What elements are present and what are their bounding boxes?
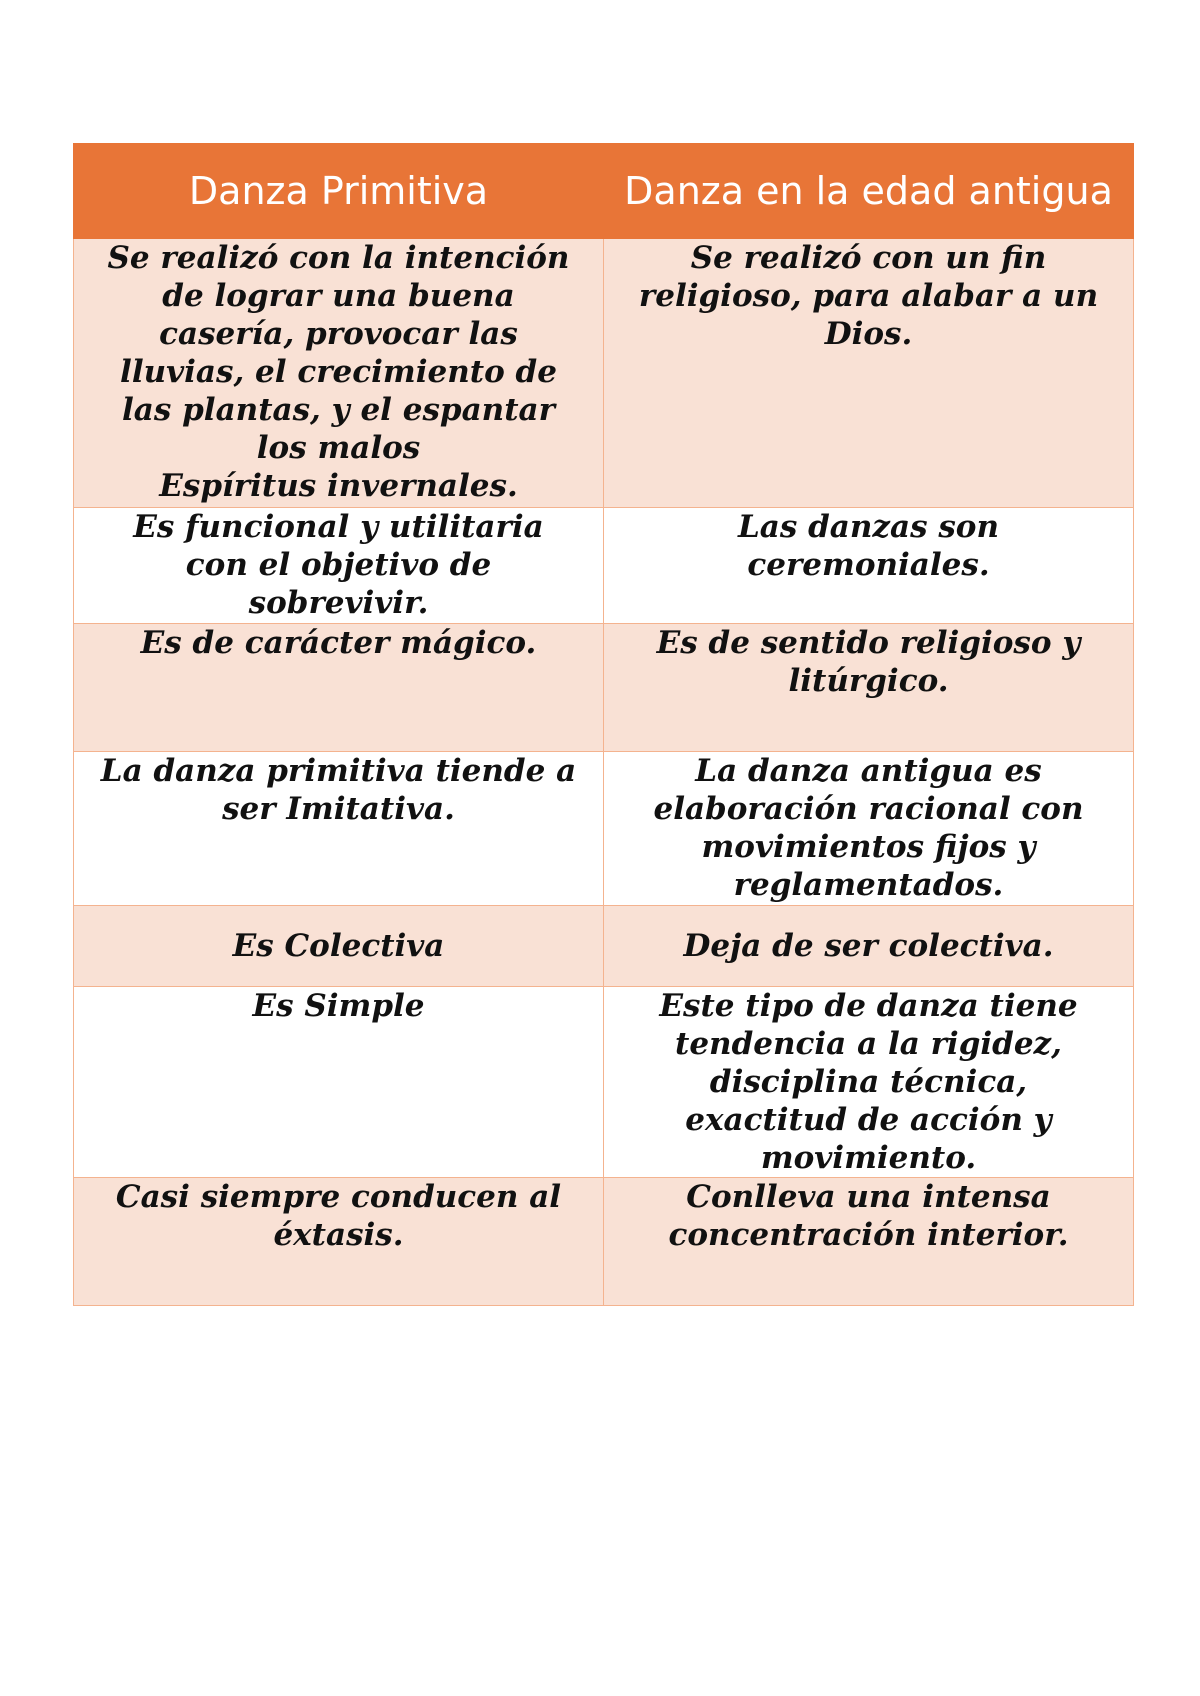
cell-text-line: elaboración racional con [653,791,1084,827]
cell-antigua [604,752,1134,906]
cell-text-line: La danza primitiva tiende a [100,753,577,789]
cell-text-line: Conlleva una intensa [686,1179,1051,1215]
cell-text-line: Es de sentido religioso y [656,625,1081,661]
cell-antigua [604,987,1134,1178]
header-primitiva: Danza Primitiva [74,144,604,239]
table-row [74,508,1134,624]
cell-text-line: Este tipo de danza tiene [659,988,1078,1024]
cell-text-line: Es Colectiva [232,928,445,964]
cell-text-line: movimientos fijos y [701,829,1036,865]
cell-text-line: ceremoniales. [747,547,990,583]
cell-text-line: Se realizó con un fin [690,240,1047,276]
cell-text-line: La danza antigua es [695,753,1042,789]
cell-text-line: Casi siempre conducen al [115,1179,562,1215]
cell-primitiva [74,239,604,508]
cell-primitiva [74,752,604,906]
cell-primitiva [74,987,604,1178]
cell-primitiva [74,906,604,987]
cell-text-line: éxtasis. [273,1217,404,1253]
table-row [74,624,1134,752]
cell-text-line: Dios. [824,316,913,352]
table-row [74,987,1134,1178]
table-row [74,906,1134,987]
cell-text-line: de lograr una buena [162,278,515,314]
cell-text-line: reglamentados. [733,867,1004,903]
cell-text-line: casería, provocar las [159,316,518,352]
cell-text-line: Espíritus invernales. [159,468,518,504]
cell-text-line: Se realizó con la intención [107,240,570,276]
header-antigua: Danza en la edad antigua [604,144,1134,239]
cell-text-line: con el objetivo de [185,547,492,583]
cell-primitiva [74,624,604,752]
cell-text-line: Es Simple [252,988,425,1024]
cell-text-line: Es de carácter mágico. [140,625,537,661]
cell-text-line: concentración interior. [668,1217,1069,1253]
cell-antigua [604,239,1134,508]
cell-text-line: las plantas, y el espantar [122,392,555,428]
header-row [74,144,1134,239]
cell-text-line: sobrevivir. [248,585,429,621]
cell-text-line: disciplina técnica, [709,1064,1028,1100]
cell-antigua [604,508,1134,624]
table-row [74,752,1134,906]
cell-text-line: los malos [256,430,421,466]
cell-text-line: lluvias, el crecimiento de [120,354,557,390]
cell-text-line: movimiento. [760,1140,977,1176]
cell-text-line: exactitud de acción y [685,1102,1052,1138]
cell-primitiva [74,508,604,624]
cell-antigua [604,624,1134,752]
cell-text-line: Deja de ser colectiva. [683,928,1054,964]
cell-antigua [604,1178,1134,1306]
cell-text-line: Es funcional y utilitaria [133,509,544,545]
cell-antigua [604,906,1134,987]
table-row [74,1178,1134,1306]
cell-text-line: litúrgico. [788,663,949,699]
cell-text-line: religioso, para alabar a un [638,278,1099,314]
comparison-table [73,143,1134,1306]
cell-text-line: Las danzas son [737,509,1000,545]
cell-primitiva [74,1178,604,1306]
table-row [74,239,1134,508]
cell-text-line: ser Imitativa. [222,791,455,827]
cell-text-line: tendencia a la rigidez, [675,1026,1062,1062]
